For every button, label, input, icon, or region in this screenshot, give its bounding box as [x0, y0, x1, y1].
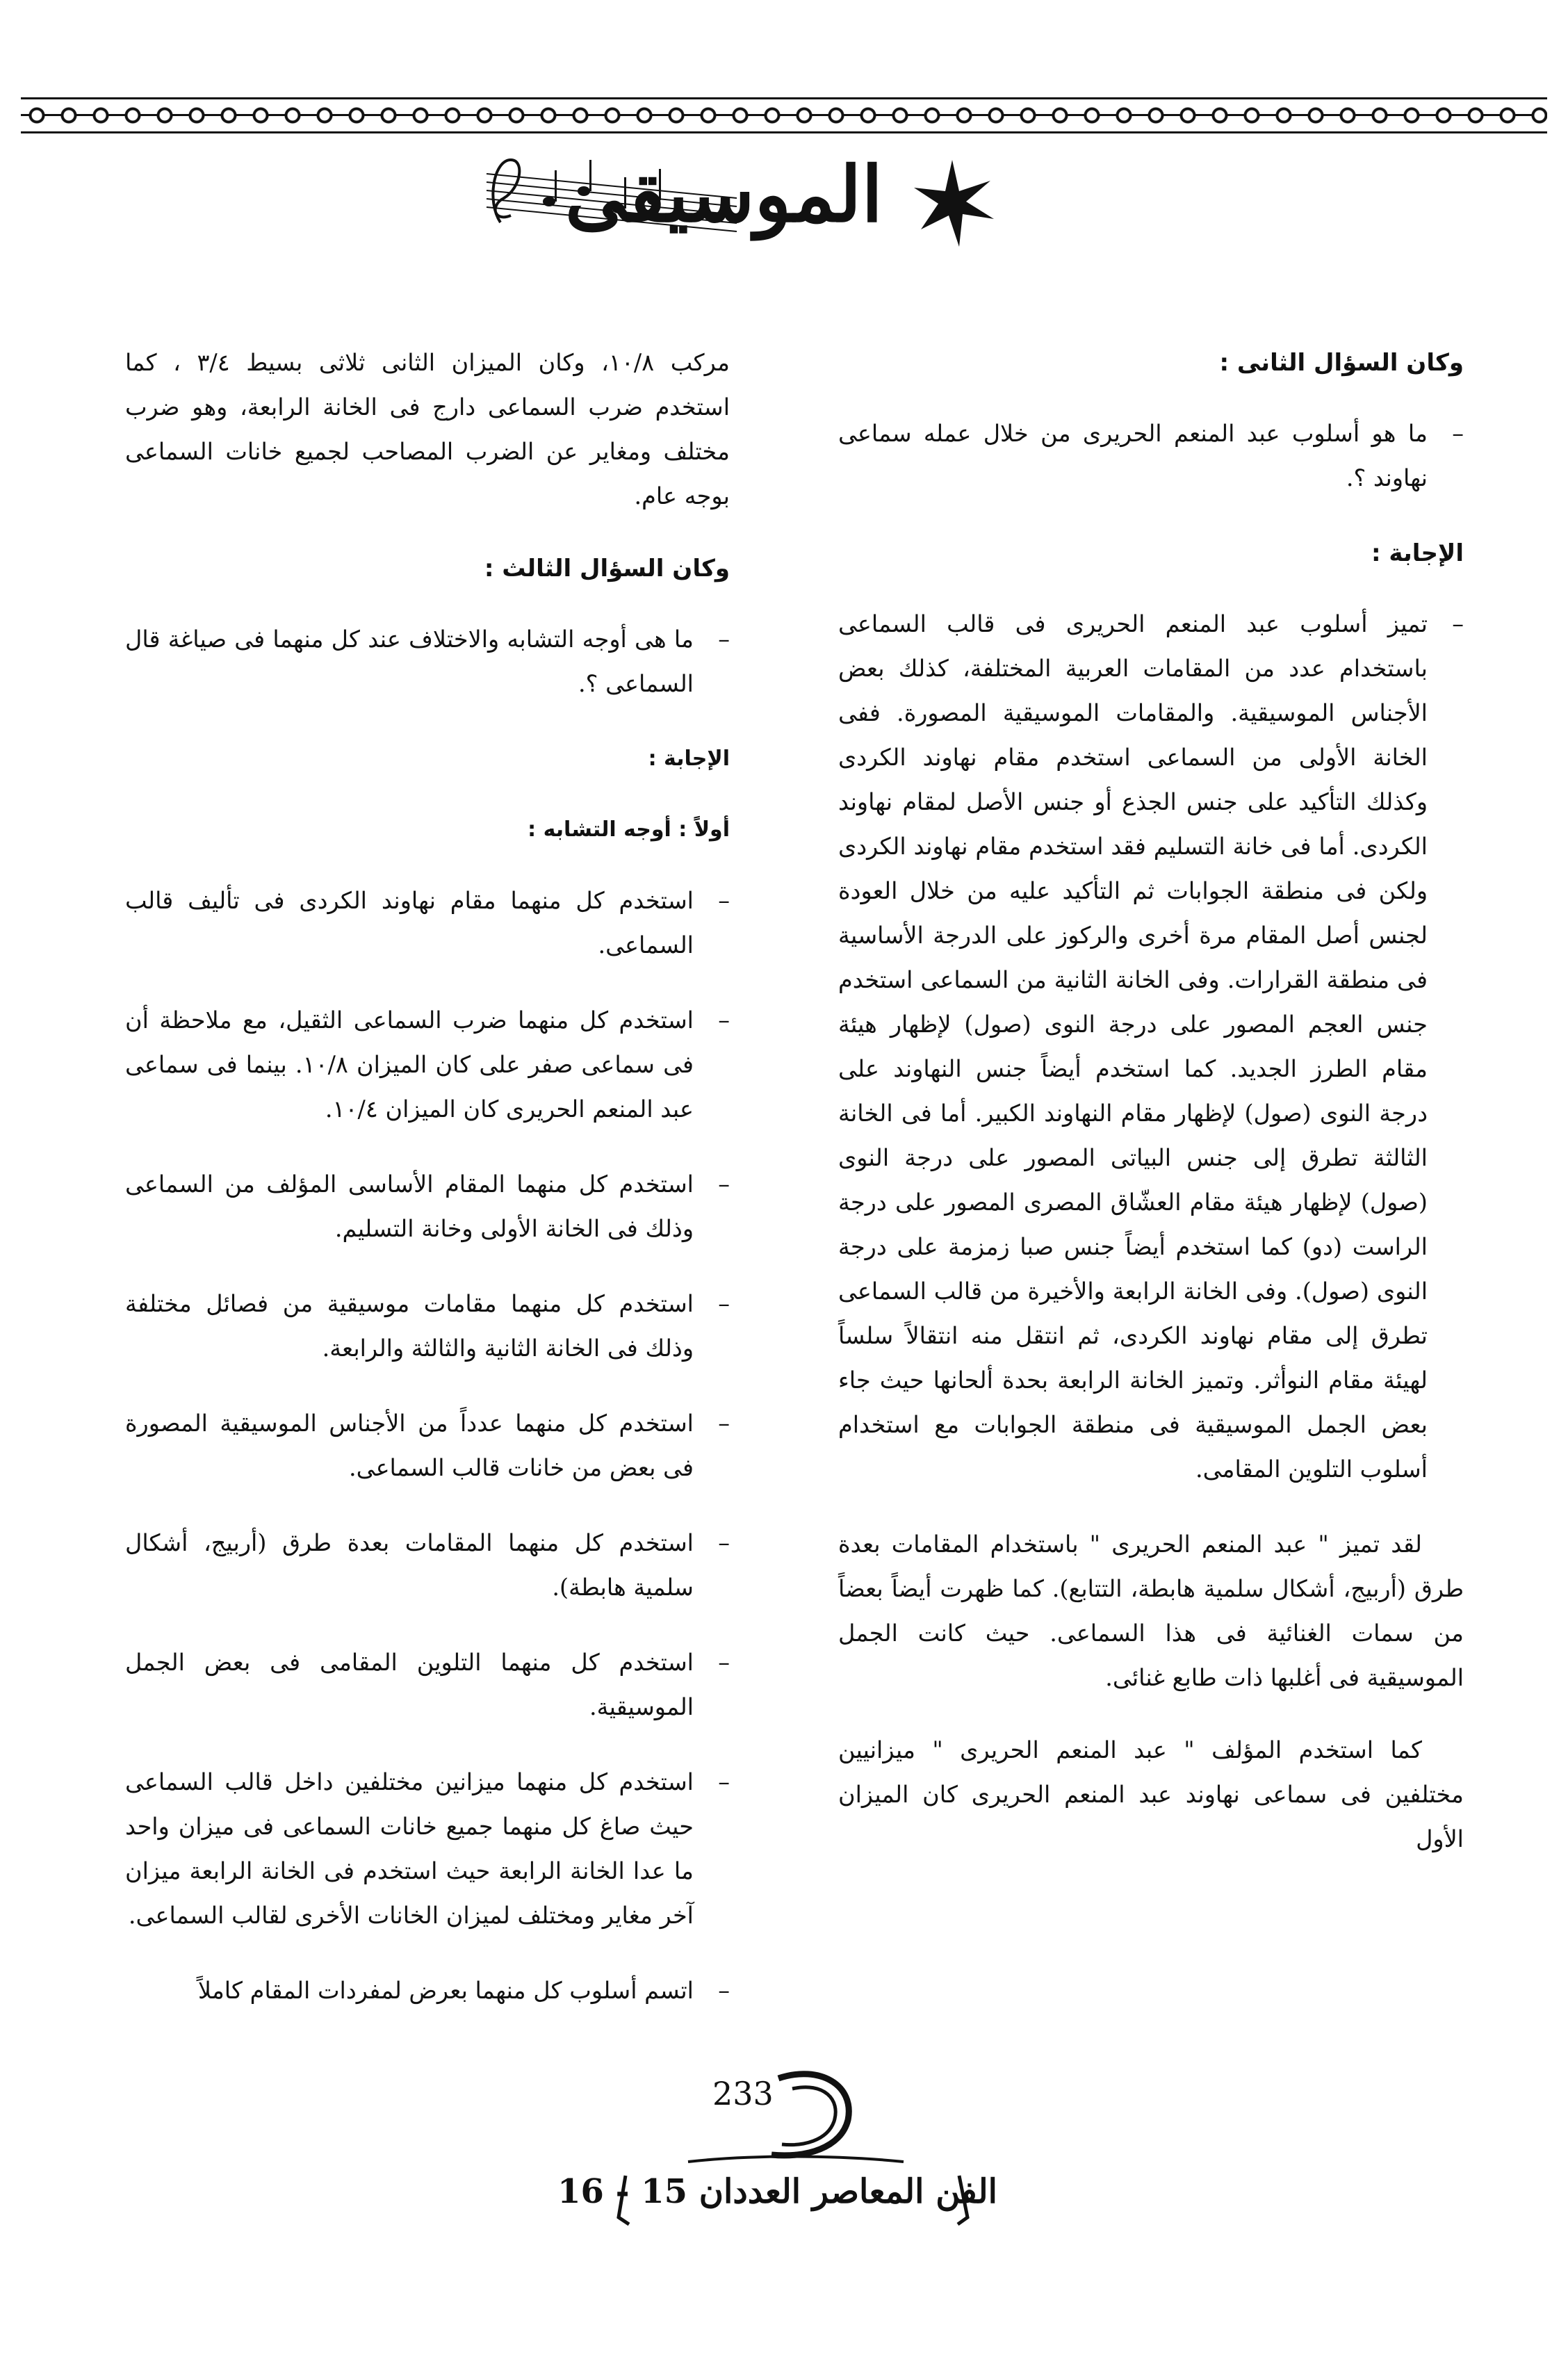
list-item: – استخدم كل منهما مقام نهاوند الكردى فى تأليف قالب السماعى. [125, 879, 730, 968]
answer-heading: الإجابة : [648, 747, 730, 771]
right-column [838, 341, 1464, 1889]
page-footer [542, 2057, 1043, 2231]
list-item: – استخدم كل منهما المقامات بعدة طرق (أربيج، أشكال سلمية هابطة). [125, 1521, 730, 1610]
list-item: – اتسم أسلوب كل منهما بعرض لمفردات المقام كاملاً [125, 1969, 730, 2013]
section-header [473, 132, 1001, 271]
list-item: – استخدم كل منهما المقام الأساسى المؤلف من السماعى وذلك فى الخانة الأولى وخانة التسليم. [125, 1162, 730, 1251]
list-item: – استخدم كل منهما مقامات موسيقية من فصائل مختلفة وذلك فى الخانة الثانية والثالثة والرابعة. [125, 1282, 730, 1371]
decorative-border [21, 97, 1547, 133]
section-title: الموسيقى [564, 149, 883, 239]
journal-title: الفن المعاصر العددان 15 - 16 [557, 2172, 997, 2211]
question-2-heading: وكان السؤال الثانى : [1219, 349, 1464, 377]
similarities-heading: أولاً : أوجه التشابه : [528, 817, 730, 842]
list-item: – استخدم كل منهما التلوين المقامى فى بعض الجمل الموسيقية. [125, 1640, 730, 1729]
paragraph: لقد تميز " عبد المنعم الحريرى " باستخدام المقامات بعدة طرق (أربيج، أشكال سلمية هابطة، التتابع). كما ظهرت أيضاً بعضاً من سمات الغنائية فى هذا السماعى. حيث كانت الجمل الموسيقية فى أغلبها ذات طابع غنائى. [838, 1531, 1464, 1691]
question-2-text: – ما هو أسلوب عبد المنعم الحريرى من خلال عمله سماعى نهاوند ؟. [838, 411, 1464, 500]
paragraph: مركب ١٠/٨، وكان الميزان الثانى ثلاثى بسيط ٣/٤ ، كما استخدم ضرب السماعى دارج فى الخانة الرابعة، وهو ضرب مختلف ومغاير عن الضرب المصاحب لجميع خانات السماعى بوجه عام. [125, 349, 730, 510]
question-3-heading: وكان السؤال الثالث : [484, 555, 730, 582]
list-item: – استخدم كل منهما عدداً من الأجناس الموسيقية المصورة فى بعض من خانات قالب السماعى. [125, 1401, 730, 1490]
paragraph: كما استخدم المؤلف " عبد المنعم الحريرى " ميزانيين مختلفين فى سماعى نهاوند عبد المنعم الحريرى كان الميزان الأول [838, 1736, 1464, 1852]
answer-text: – تميز أسلوب عبد المنعم الحريرى فى قالب السماعى باستخدام عدد من المقامات العربية المختلفة، كذلك بعض الأجناس الموسيقية. والمقامات الموسيقية المصورة. ففى الخانة الأولى من السماعى استخدم مقام نهاوند الكردى وكذلك التأكيد على جنس الجذع أو جنس الأصل لمقام نهاوند الكردى. أما فى خانة التسليم فقد استخدم مقام نهاوند الكردى ولكن فى منطقة الجوابات ثم التأكيد عليه من خلال العودة لجنس أصل المقام مرة أخرى والركوز على الدرجة الأساسية فى منطقة القرارات. وفى الخانة الثانية من السماعى استخدم جنس العجم المصور على درجة النوى (صول) لإظهار هيئة مقام الطرز الجديد. كما استخدم أيضاً جنس النهاوند على درجة النوى (صول) لإظهار مقام النهاوند الكبير. أما فى الخانة الثالثة تطرق إلى جنس البياتى المصور على درجة النوى (صول) لإظهار هيئة مقام العشّاق المصرى المصور على درجة الراست (دو) كما استخدم أيضاً جنس صبا زمزمة على درجة النوى (صول). وفى الخانة الرابعة والأخيرة من قالب السماعى تطرق إلى مقام نهاوند الكردى، ثم انتقل منه انتقالاً سلساً لهيئة مقام النوأثر. وتميز الخانة الرابعة بحدة ألحانها حيث جاء بعض الجمل الموسيقية فى منطقة الجوابات مع استخدام أسلوب التلوين المقامى. [838, 602, 1464, 1492]
star-icon [914, 160, 994, 247]
left-column [125, 341, 730, 2044]
answer-heading: الإجابة : [1371, 539, 1464, 567]
list-item: – استخدم كل منهما ضرب السماعى الثقيل، مع ملاحظة أن فى سماعى صفر على كان الميزان ١٠/٨. بينما فى سماعى عبد المنعم الحريرى كان الميزان ١٠/٤. [125, 998, 730, 1132]
list-item: – استخدم كل منهما ميزانين مختلفين داخل قالب السماعى حيث صاغ كل منهما جميع خانات السماعى فى ميزان واحد ما عدا الخانة الرابعة حيث استخدم فى الخانة الرابعة ميزان آخر مغاير ومختلف لميزان الخانات الأخرى لقالب السماعى. [125, 1760, 730, 1938]
question-3-text: – ما هى أوجه التشابه والاختلاف عند كل منهما فى صياغة قال السماعى ؟. [125, 617, 730, 706]
page-number: 233 [712, 2075, 774, 2112]
